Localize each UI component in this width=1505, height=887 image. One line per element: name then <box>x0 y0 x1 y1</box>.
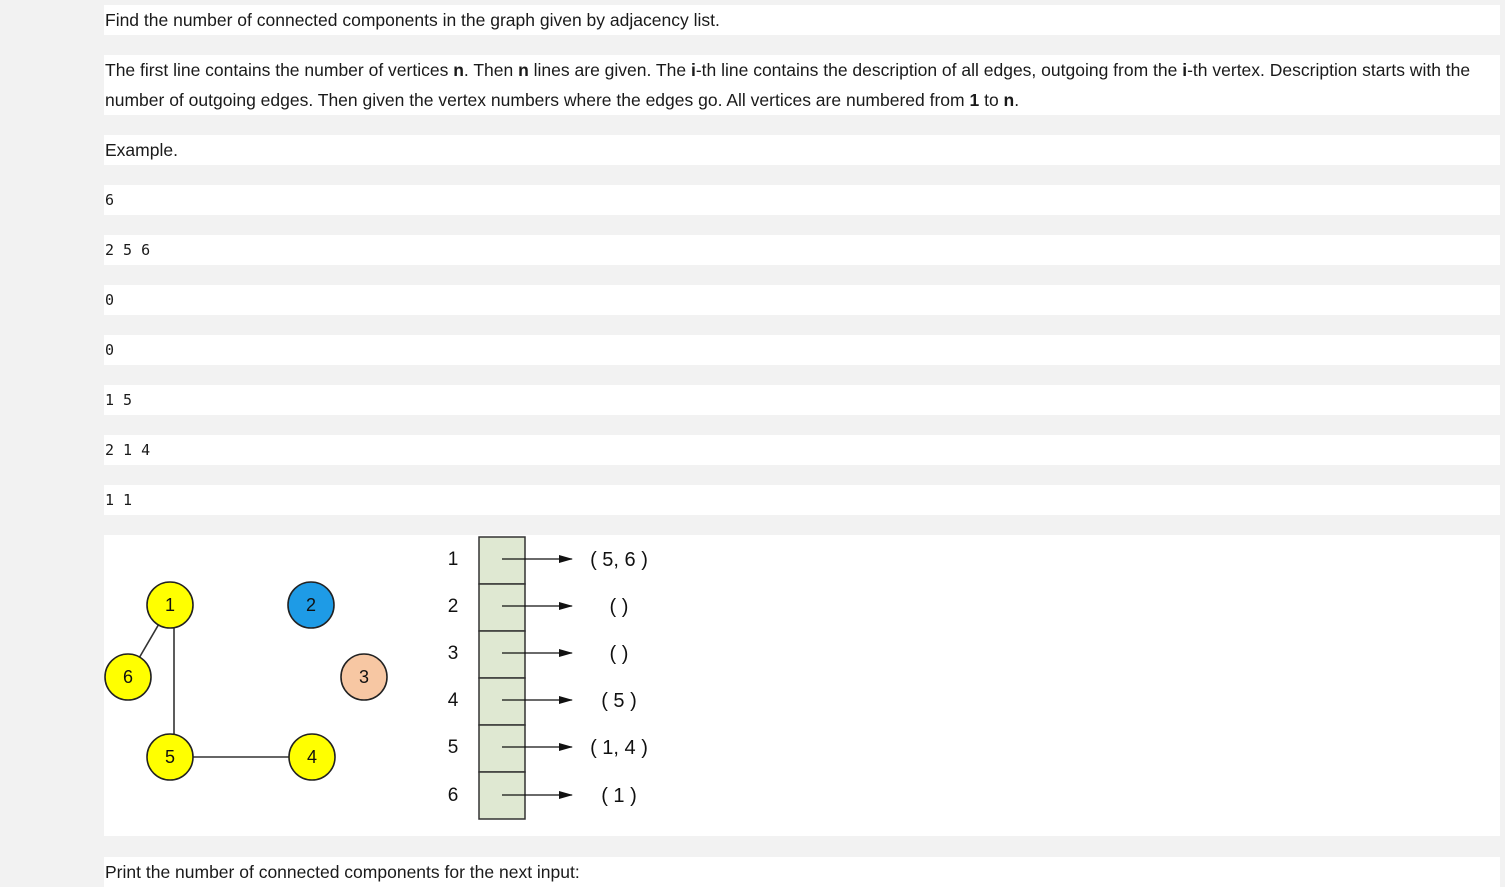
adjacency-row-1 <box>448 537 648 584</box>
output-prompt <box>104 857 1500 887</box>
vertex-2 <box>288 582 334 628</box>
desc-text: -th vertex. Description starts with the number of outgoing edges. Then given the vertex numbers where the edges go. All vertices are numbered from <box>105 60 1471 110</box>
row-index: 4 <box>447 690 459 711</box>
adjacency-row-3 <box>448 631 629 678</box>
example-line-text: 0 <box>105 291 115 309</box>
vertex-label: 1 <box>164 595 176 615</box>
adjacency-list: ( 1, 4 ) <box>590 737 648 759</box>
vertex-6 <box>105 654 151 700</box>
example-line <box>104 485 1500 515</box>
var-i: i <box>1182 60 1188 80</box>
adjacency-row-4 <box>448 678 637 725</box>
var-one: 1 <box>969 90 980 110</box>
adjacency-row-6 <box>448 772 637 819</box>
desc-text: to <box>979 90 1004 110</box>
adjacency-cell <box>479 725 525 772</box>
desc-text: . Then <box>463 60 519 80</box>
adjacency-list: ( 1 ) <box>601 785 637 807</box>
adjacency-list: ( 5, 6 ) <box>590 549 648 571</box>
problem-statement <box>104 5 1500 35</box>
example-line-text: 1 5 <box>105 391 133 409</box>
adjacency-cell <box>479 537 525 584</box>
adjacency-table <box>448 537 648 819</box>
adjacency-list: ( ) <box>609 643 629 665</box>
example-label <box>104 135 1500 165</box>
vertex-5 <box>147 734 193 780</box>
example-line <box>104 185 1500 215</box>
statement-text: Find the number of connected components in the graph given by adjacency list. <box>105 10 720 30</box>
row-index: 3 <box>447 643 459 664</box>
example-line-text: 6 <box>105 191 115 209</box>
adjacency-cell <box>479 631 525 678</box>
var-n: n <box>1003 90 1015 110</box>
vertex-label: 3 <box>358 667 370 687</box>
adjacency-cell <box>479 678 525 725</box>
adjacency-row-5 <box>448 725 648 772</box>
example-line-text: 2 5 6 <box>105 241 151 259</box>
vertex-label: 4 <box>306 747 318 767</box>
input-description <box>104 55 1500 115</box>
output-prompt-text: Print the number of connected components for the next input: <box>105 862 580 882</box>
desc-text: The first line contains the number of vertices <box>105 60 454 80</box>
adjacency-list: ( ) <box>609 596 629 618</box>
graph-diagram <box>104 535 1500 836</box>
desc-text: . <box>1014 90 1020 110</box>
example-line <box>104 435 1500 465</box>
desc-text: -th line contains the description of all edges, outgoing from the <box>695 60 1183 80</box>
adjacency-list: ( 5 ) <box>601 690 637 712</box>
vertex-1 <box>147 582 193 628</box>
example-line <box>104 335 1500 365</box>
var-n: n <box>453 60 464 80</box>
desc-text: lines are given. The <box>528 60 691 80</box>
var-i: i <box>690 60 696 80</box>
example-line-text: 2 1 4 <box>105 441 151 459</box>
vertex-label: 6 <box>122 667 134 687</box>
vertex-label: 5 <box>164 747 176 767</box>
graph-figure <box>104 535 1500 836</box>
row-index: 6 <box>447 785 459 806</box>
adjacency-cell <box>479 584 525 631</box>
example-label-text: Example. <box>105 140 178 160</box>
row-index: 2 <box>447 596 459 617</box>
adjacency-row-2 <box>448 584 629 631</box>
row-index: 5 <box>447 737 459 758</box>
example-line <box>104 235 1500 265</box>
example-line-text: 1 1 <box>105 491 133 509</box>
vertex-label: 2 <box>305 595 317 615</box>
example-line <box>104 285 1500 315</box>
var-n: n <box>518 60 529 80</box>
vertex-3 <box>341 654 387 700</box>
vertex-4 <box>289 734 335 780</box>
row-index: 1 <box>447 549 459 570</box>
example-line-text: 0 <box>105 341 115 359</box>
example-line <box>104 385 1500 415</box>
